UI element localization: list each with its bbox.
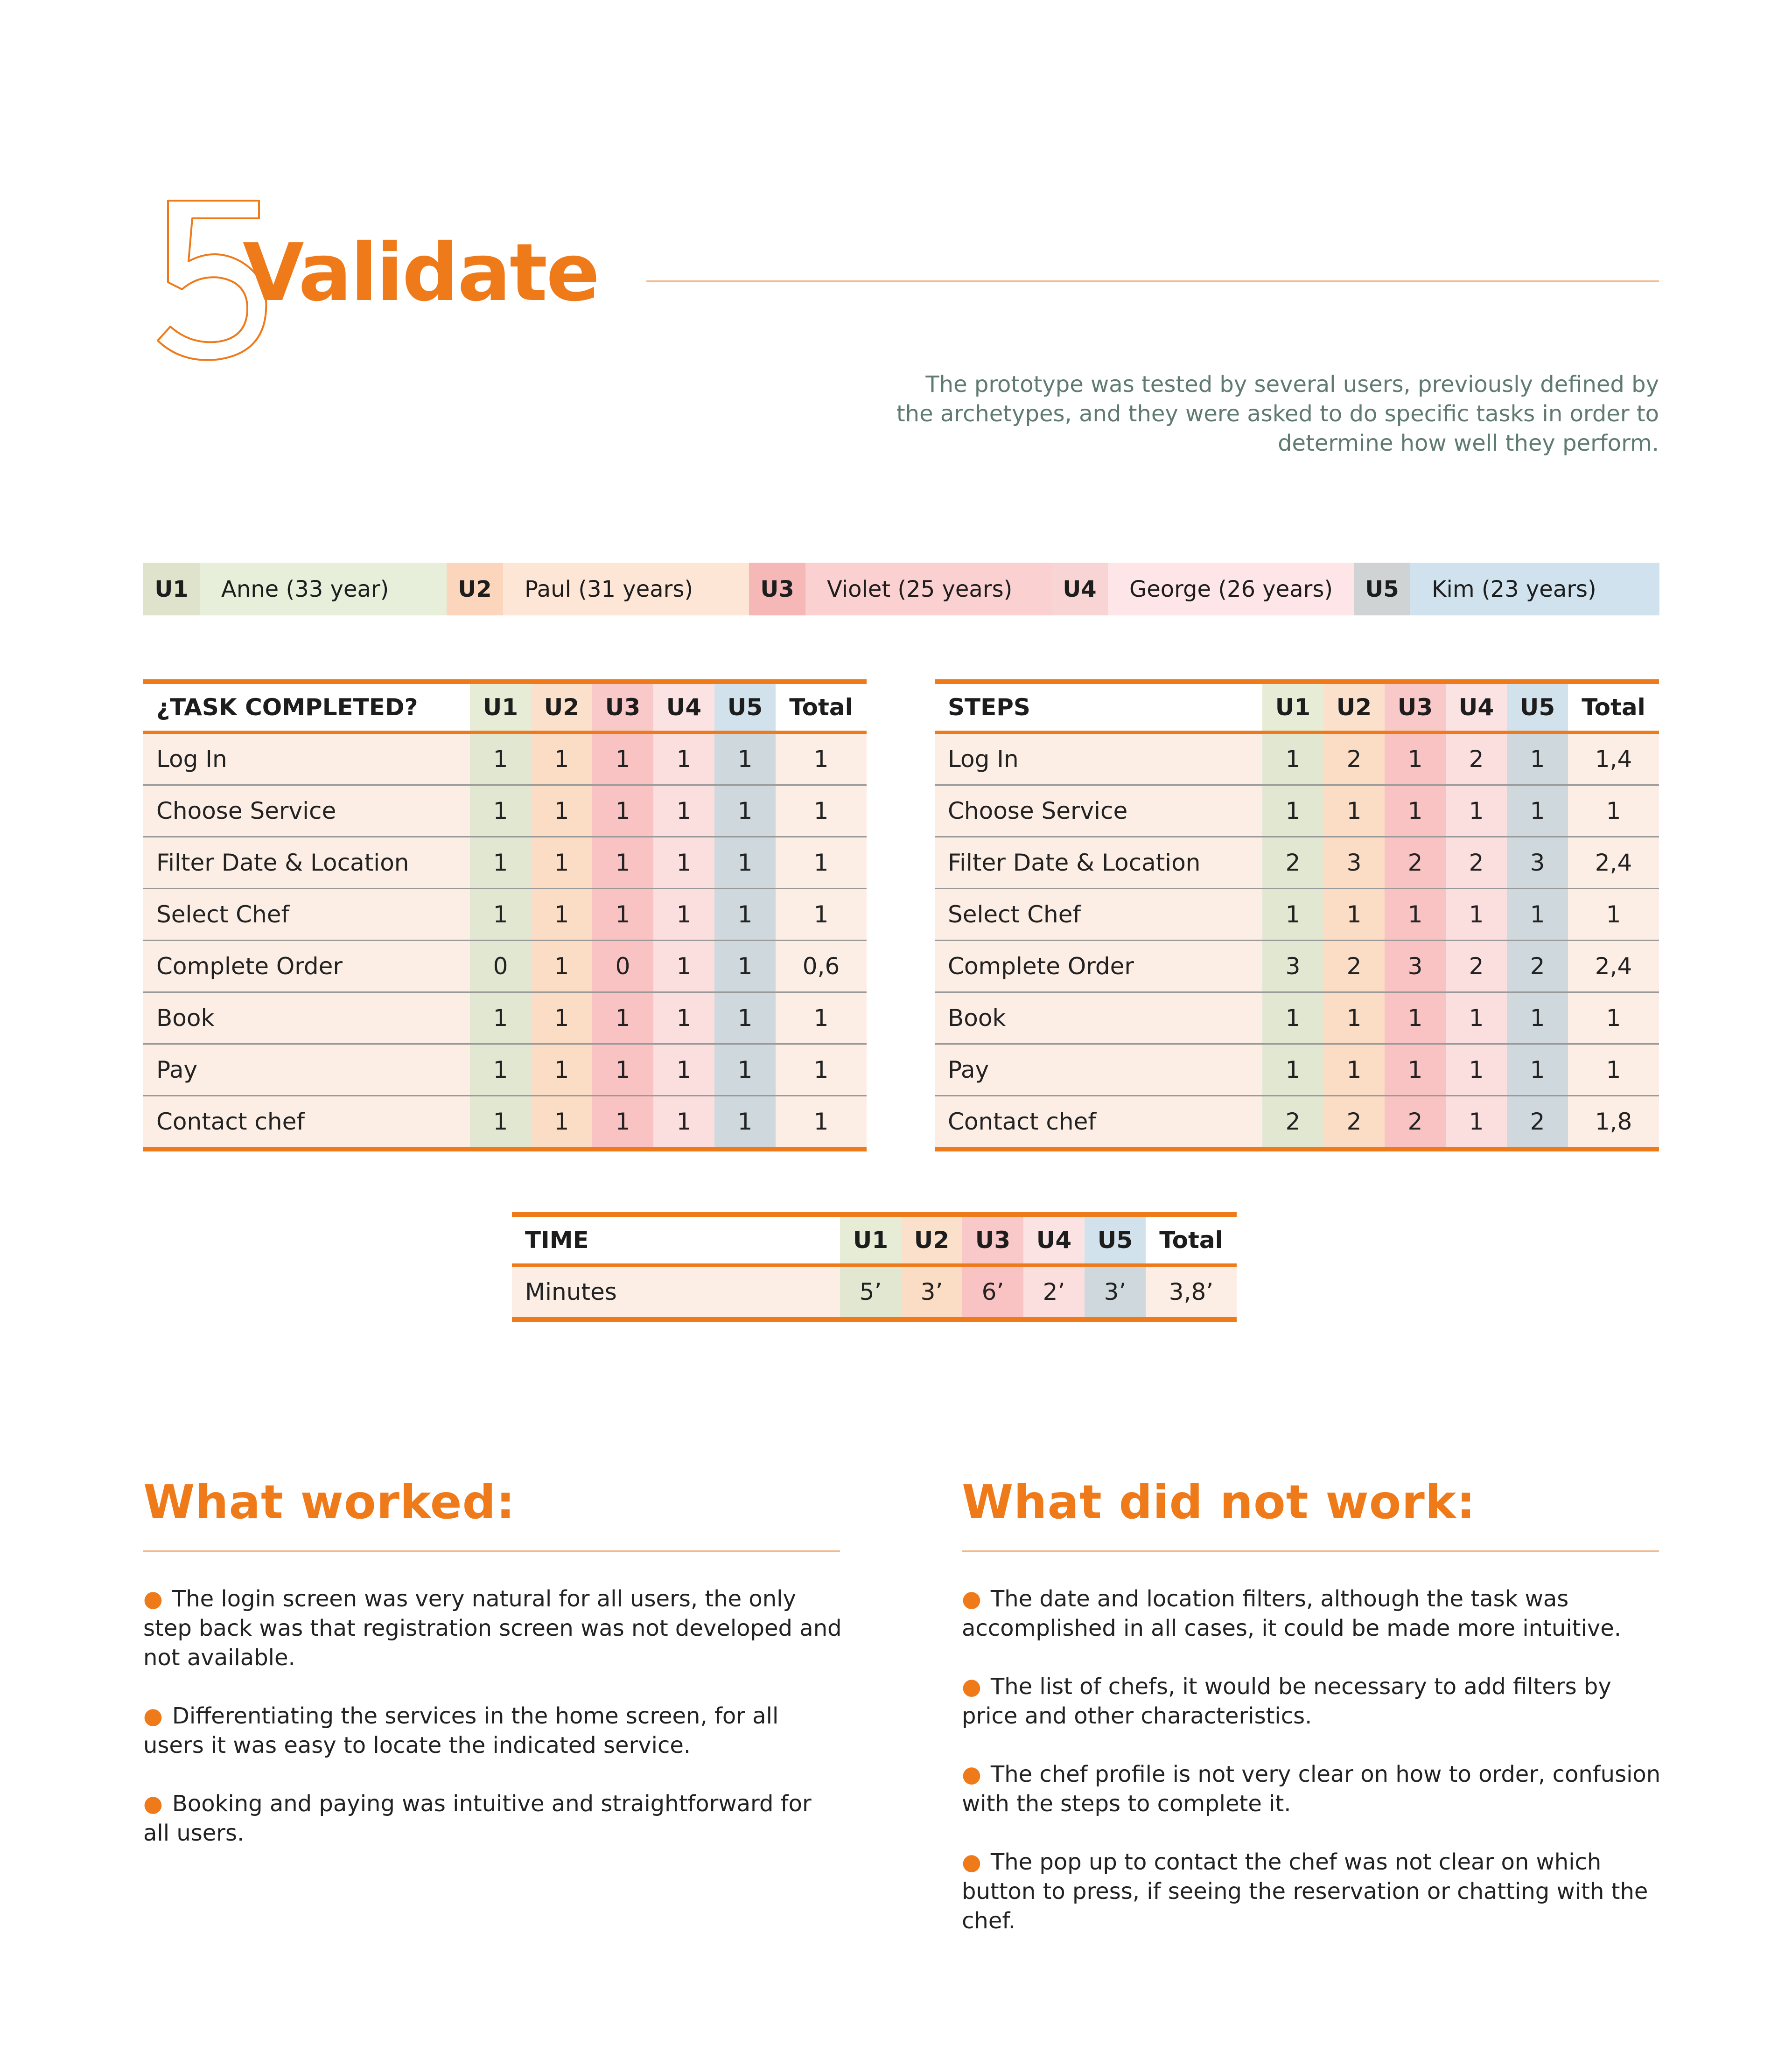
row-label: Log In: [935, 733, 1262, 785]
table-row: [935, 889, 1659, 941]
row-label: Choose Service: [143, 785, 470, 837]
row-label: Contact chef: [935, 1096, 1262, 1150]
table-cell: 2: [1446, 837, 1507, 889]
list-item: ● The chef profile is not very clear on how to order, confusion with the steps to complete it.: [962, 1761, 1661, 1817]
user-code-u2: U2: [447, 563, 503, 615]
table-cell-total: 1: [1568, 992, 1659, 1044]
row-label: Filter Date & Location: [143, 837, 470, 889]
table-title: TIME: [512, 1214, 840, 1265]
table-cell: 1: [653, 733, 714, 785]
table-cell: 3: [1323, 837, 1385, 889]
table-cell-total: 1: [776, 1096, 867, 1150]
table-cell: 1: [1385, 733, 1446, 785]
user-code-u1: U1: [143, 563, 200, 615]
table-cell: 1: [1385, 785, 1446, 837]
table-cell: 1: [1507, 992, 1568, 1044]
table-cell: 1: [592, 733, 653, 785]
row-label: Book: [935, 992, 1262, 1044]
table-cell: 1: [1262, 889, 1323, 941]
table-cell: 1: [1262, 992, 1323, 1044]
table-cell: 1: [1507, 785, 1568, 837]
table-cell-total: 3,8’: [1146, 1265, 1237, 1320]
table-cell: 1: [470, 785, 531, 837]
table-cell: 1: [531, 1096, 592, 1150]
column-header: U3: [592, 682, 653, 733]
row-label: Select Chef: [143, 889, 470, 941]
what-worked-heading: What worked:: [143, 1475, 516, 1529]
table-row: [512, 1265, 1237, 1320]
table-cell: 1: [592, 837, 653, 889]
table-cell-total: 0,6: [776, 941, 867, 992]
table-cell: 1: [1507, 889, 1568, 941]
table-row: [143, 941, 867, 992]
table-cell: 1: [531, 1044, 592, 1096]
table-cell: 2: [1446, 941, 1507, 992]
table-row: [143, 1096, 867, 1150]
column-header: U4: [1023, 1214, 1085, 1265]
table-cell: 3: [1262, 941, 1323, 992]
table-cell: 2: [1385, 837, 1446, 889]
column-header: U2: [901, 1214, 962, 1265]
table-cell: 1: [531, 889, 592, 941]
bullet-icon: ●: [962, 1849, 981, 1875]
table-cell: 1: [714, 1096, 776, 1150]
row-label: Select Chef: [935, 889, 1262, 941]
table-cell: 1: [653, 785, 714, 837]
table-cell: 1: [1385, 992, 1446, 1044]
table-cell: 1: [531, 733, 592, 785]
table-title: STEPS: [935, 682, 1262, 733]
table-cell: 1: [592, 889, 653, 941]
row-label: Filter Date & Location: [935, 837, 1262, 889]
user-code-u4: U4: [1051, 563, 1108, 615]
table-cell: 2: [1262, 1096, 1323, 1150]
user-name-u2: Paul (31 years): [503, 563, 749, 615]
table-cell: 1: [531, 785, 592, 837]
row-label: Log In: [143, 733, 470, 785]
table-cell: 2: [1323, 941, 1385, 992]
table-cell: 1: [1507, 1044, 1568, 1096]
row-label: Contact chef: [143, 1096, 470, 1150]
table-cell: 1: [470, 1096, 531, 1150]
row-label: Complete Order: [143, 941, 470, 992]
column-header: Total: [1568, 682, 1659, 733]
table-row: [935, 992, 1659, 1044]
column-header: U1: [1262, 682, 1323, 733]
column-header: U5: [1085, 1214, 1146, 1265]
column-header: U4: [653, 682, 714, 733]
table-cell: 1: [470, 889, 531, 941]
time-table: [512, 1212, 1237, 1322]
user-name-u5: Kim (23 years): [1410, 563, 1659, 615]
what-worked-list: [143, 1584, 843, 1877]
table-cell: 6’: [962, 1265, 1023, 1320]
table-cell: 2: [1385, 1096, 1446, 1150]
table-cell: 1: [714, 1044, 776, 1096]
column-header: U5: [1507, 682, 1568, 733]
bullet-icon: ●: [143, 1703, 163, 1729]
list-item: ● Booking and paying was intuitive and straightforward for all users.: [143, 1791, 812, 1846]
table-cell: 2: [1323, 1096, 1385, 1150]
table-cell: 5’: [840, 1265, 901, 1320]
table-row: [935, 941, 1659, 992]
column-header: U1: [470, 682, 531, 733]
column-header: Total: [776, 682, 867, 733]
table-cell: 1: [1446, 1096, 1507, 1150]
table-cell: 1: [1385, 1044, 1446, 1096]
table-cell-total: 1: [776, 837, 867, 889]
table-cell: 1: [714, 837, 776, 889]
table-title: ¿TASK COMPLETED?: [143, 682, 470, 733]
row-label: Choose Service: [935, 785, 1262, 837]
bullet-icon: ●: [143, 1791, 163, 1817]
user-code-u3: U3: [749, 563, 805, 615]
table-cell: 1: [592, 1096, 653, 1150]
table-cell: 3’: [901, 1265, 962, 1320]
user-name-u4: George (26 years): [1108, 563, 1354, 615]
table-cell: 1: [1262, 785, 1323, 837]
table-cell: 0: [470, 941, 531, 992]
table-cell-total: 2,4: [1568, 941, 1659, 992]
table-cell-total: 1: [1568, 889, 1659, 941]
table-cell-total: 1: [1568, 785, 1659, 837]
user-name-u1: Anne (33 year): [200, 563, 447, 615]
what-did-not-work-divider: [962, 1550, 1659, 1552]
column-header: U5: [714, 682, 776, 733]
table-cell: 1: [653, 889, 714, 941]
table-cell: 1: [592, 785, 653, 837]
table-cell: 1: [470, 733, 531, 785]
column-header: Total: [1146, 1214, 1237, 1265]
table-cell: 2’: [1023, 1265, 1085, 1320]
list-item: ● The date and location filters, although the task was accomplished in all cases, it could be made more intuitive.: [962, 1586, 1621, 1641]
table-row: [143, 1044, 867, 1096]
table-cell: 1: [1446, 1044, 1507, 1096]
table-cell: 3: [1507, 837, 1568, 889]
table-cell: 2: [1262, 837, 1323, 889]
table-cell: 1: [653, 941, 714, 992]
table-row: [143, 889, 867, 941]
bullet-icon: ●: [143, 1586, 163, 1612]
steps-table: [935, 679, 1659, 1151]
list-item: ● Differentiating the services in the home screen, for all users it was easy to locate the indicated service.: [143, 1703, 779, 1758]
column-header: U2: [1323, 682, 1385, 733]
task-completed-table: [143, 679, 867, 1151]
list-item: ● The pop up to contact the chef was not clear on which button to press, if seeing the reservation or chatting with the chef.: [962, 1849, 1648, 1934]
row-label: Complete Order: [935, 941, 1262, 992]
table-row: [143, 992, 867, 1044]
table-cell: 1: [1323, 992, 1385, 1044]
list-item: ● The login screen was very natural for all users, the only step back was that registration screen was not developed and not available.: [143, 1586, 842, 1671]
bullet-icon: ●: [962, 1674, 981, 1700]
table-row: [143, 733, 867, 785]
table-cell: 1: [470, 1044, 531, 1096]
table-cell: 2: [1323, 733, 1385, 785]
table-row: [935, 837, 1659, 889]
bullet-icon: ●: [962, 1761, 981, 1787]
table-row: [935, 785, 1659, 837]
table-cell-total: 1,8: [1568, 1096, 1659, 1150]
table-cell: 1: [531, 941, 592, 992]
row-label: Minutes: [512, 1265, 840, 1320]
table-cell-total: 1,4: [1568, 733, 1659, 785]
user-legend: [143, 563, 1659, 615]
table-cell: 1: [1323, 1044, 1385, 1096]
table-cell-total: 2,4: [1568, 837, 1659, 889]
user-code-u5: U5: [1354, 563, 1410, 615]
list-item: ● The list of chefs, it would be necessary to add filters by price and other characteristics.: [962, 1674, 1611, 1729]
table-cell: 1: [592, 1044, 653, 1096]
what-did-not-work-list: [962, 1584, 1662, 1965]
table-cell-total: 1: [776, 785, 867, 837]
table-row: [143, 785, 867, 837]
table-cell: 1: [1446, 785, 1507, 837]
table-row: [935, 1096, 1659, 1150]
table-cell: 2: [1507, 1096, 1568, 1150]
column-header: U2: [531, 682, 592, 733]
table-cell: 1: [1385, 889, 1446, 941]
row-label: Pay: [935, 1044, 1262, 1096]
table-cell: 1: [1507, 733, 1568, 785]
table-cell: 1: [714, 785, 776, 837]
table-cell-total: 1: [1568, 1044, 1659, 1096]
table-cell: 1: [714, 992, 776, 1044]
user-name-u3: Violet (25 years): [805, 563, 1051, 615]
table-cell: 1: [531, 992, 592, 1044]
table-cell: 1: [1323, 889, 1385, 941]
table-cell: 3: [1385, 941, 1446, 992]
column-header: U1: [840, 1214, 901, 1265]
column-header: U3: [1385, 682, 1446, 733]
table-cell: 1: [470, 992, 531, 1044]
table-cell-total: 1: [776, 1044, 867, 1096]
table-cell: 1: [470, 837, 531, 889]
table-cell: 1: [653, 1096, 714, 1150]
table-cell: 1: [714, 941, 776, 992]
table-cell: 2: [1446, 733, 1507, 785]
table-cell-total: 1: [776, 992, 867, 1044]
table-cell: 1: [1262, 1044, 1323, 1096]
column-header: U4: [1446, 682, 1507, 733]
table-cell: 1: [1323, 785, 1385, 837]
table-row: [143, 837, 867, 889]
table-row: [935, 1044, 1659, 1096]
table-cell: 0: [592, 941, 653, 992]
table-cell: 1: [653, 837, 714, 889]
table-cell: 1: [531, 837, 592, 889]
table-cell: 1: [1446, 992, 1507, 1044]
intro-paragraph: The prototype was tested by several users, previously defined by the archetypes, and they were asked to do specific tasks in order to determine how well they perform.: [896, 371, 1659, 456]
bullet-icon: ●: [962, 1586, 981, 1612]
table-cell: 1: [714, 733, 776, 785]
table-cell: 3’: [1085, 1265, 1146, 1320]
table-cell: 1: [1262, 733, 1323, 785]
table-cell: 1: [592, 992, 653, 1044]
table-cell: 1: [653, 1044, 714, 1096]
table-cell-total: 1: [776, 889, 867, 941]
table-cell: 1: [653, 992, 714, 1044]
table-cell-total: 1: [776, 733, 867, 785]
what-did-not-work-heading: What did not work:: [962, 1475, 1476, 1529]
table-row: [935, 733, 1659, 785]
table-cell: 1: [1446, 889, 1507, 941]
table-cell: 1: [714, 889, 776, 941]
table-cell: 2: [1507, 941, 1568, 992]
column-header: U3: [962, 1214, 1023, 1265]
row-label: Pay: [143, 1044, 470, 1096]
what-worked-divider: [143, 1550, 840, 1552]
row-label: Book: [143, 992, 470, 1044]
page-title: Validate: [243, 227, 599, 319]
title-divider: [646, 280, 1659, 282]
